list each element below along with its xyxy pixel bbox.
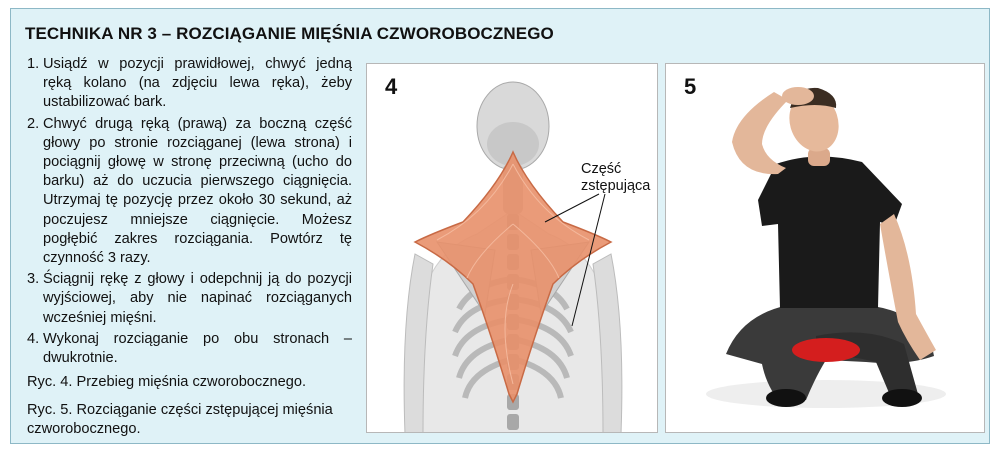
figure-5-caption: Ryc. 5. Rozciąganie części zstępującej mięśnia czworobocznego. — [27, 402, 333, 438]
figure-5-number: 5 — [684, 74, 697, 99]
trapezius-anatomy-illustration — [367, 64, 658, 433]
exercise-panel — [10, 8, 990, 444]
descending-part-label: Część zstępująca — [581, 161, 651, 194]
instruction-list — [27, 55, 352, 370]
figure-5-photo — [665, 63, 985, 433]
figure-4-number: 4 — [385, 74, 398, 99]
step-text: Chwyć drugą ręką (prawą) za boczną część głowy po stronie rozciąganej (lewa strona) i pociągnij głowę w stronę przeciwną (ucho do barku) aż do uczucia pierwszego ciągnięcia. Utrzymaj tę pozycję przez około 30 sekund, aż poczujesz mniejsze ciągnięcie. Możesz pogłębić zakres rozciągania. Powtórz tę czynność 3 razy. — [43, 115, 352, 267]
step-text: Ściągnij rękę z głowy i odepchnij ją do pozycji wyjściowej, aby nie napinać rozciąganych wcześniej mięśni. — [43, 271, 352, 326]
instruction-step — [27, 55, 352, 113]
figure-4-anatomy — [366, 63, 658, 433]
step-number: 1. — [27, 56, 40, 72]
figure-4-caption: Ryc. 4. Przebieg mięśnia czworobocznego. — [27, 374, 307, 390]
step-text: Usiądź w pozycji prawidłowej, chwyć jedną ręką kolano (na zdjęciu lewa ręka), żeby ustabilizować bark. — [43, 56, 352, 111]
step-number: 3. — [27, 271, 40, 288]
step-text: Wykonaj rozciąganie po obu stronach – dwukrotnie. — [43, 330, 352, 367]
step-number: 4. — [27, 330, 40, 347]
instruction-step — [27, 270, 352, 328]
stretch-photo-illustration — [666, 64, 985, 433]
instruction-step — [27, 115, 352, 269]
instruction-step — [27, 330, 352, 368]
step-number: 2. — [27, 115, 40, 132]
section-title: TECHNIKA NR 3 – ROZCIĄGANIE MIĘŚNIA CZWOROBOCZNEGO — [25, 24, 554, 43]
